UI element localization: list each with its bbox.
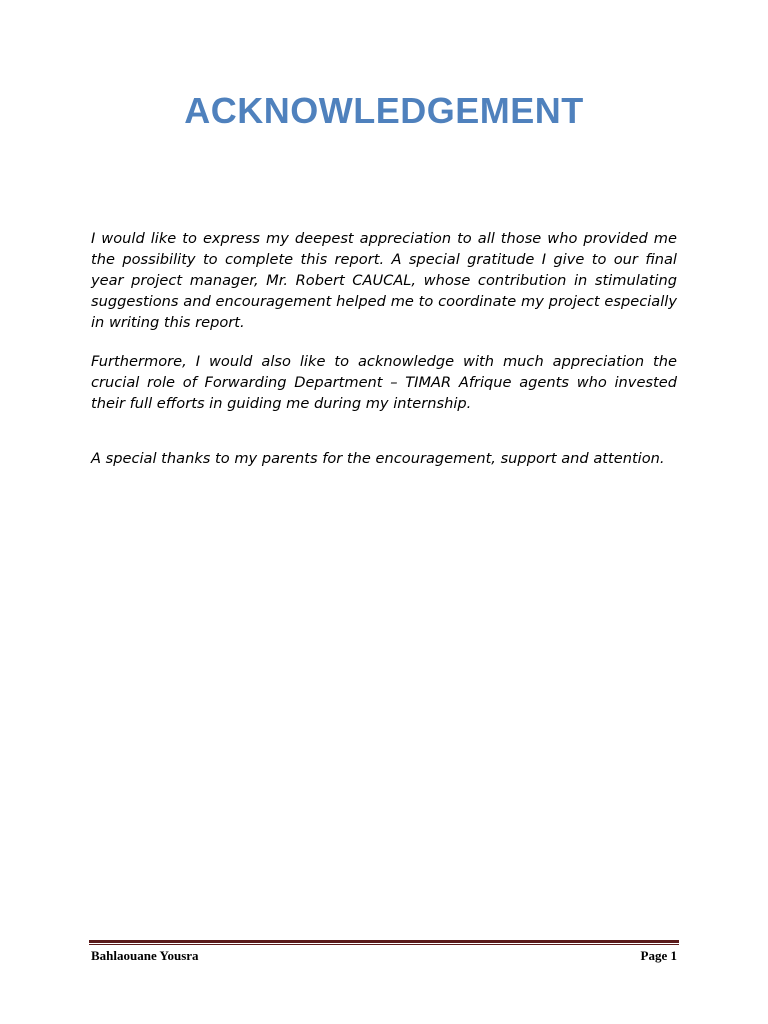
footer-divider <box>89 940 679 945</box>
page-footer <box>91 948 677 964</box>
footer-author: Bahlaouane Yousra <box>91 948 199 963</box>
paragraph-thanks-parents: A special thanks to my parents for the encouragement, support and attention. <box>91 450 665 467</box>
body-text <box>91 228 677 469</box>
paragraph-acknowledgement: Furthermore, I would also like to acknowledge with much appreciation the crucial role of Forwarding Department – TIMAR Afrique agents who invested their full efforts in guiding me during my internship. <box>91 353 677 412</box>
page-title: ACKNOWLEDGEMENT <box>184 90 584 131</box>
footer-divider-thin <box>89 944 679 945</box>
paragraph-appreciation: I would like to express my deepest appreciation to all those who provided me the possibility to complete this report. A special gratitude I give to our final year project manager, Mr. Robert CAUCAL, whose contribution in stimulating suggestions and encouragement helped me to coordinate my project especially in writing this report. <box>91 230 677 331</box>
footer-page-number: Page 1 <box>640 948 677 963</box>
